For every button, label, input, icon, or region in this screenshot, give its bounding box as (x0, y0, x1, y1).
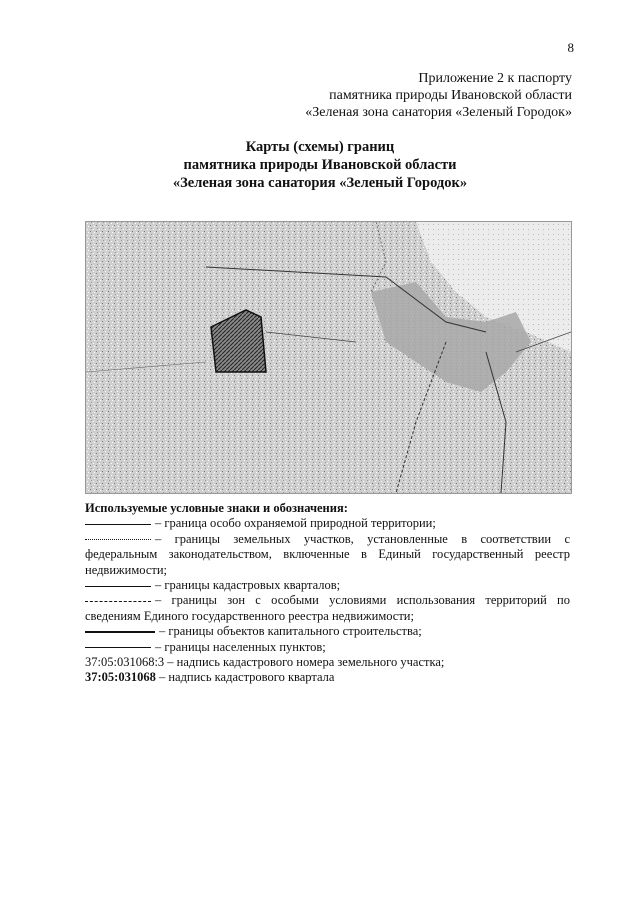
legend-item (85, 640, 570, 655)
legend-item-text: – границы земельных участков, установленные в соответствии с федеральным законодательством, включенные в Единый государственный реестр недвижимости; (85, 531, 570, 577)
appendix-note (305, 70, 572, 121)
boundary-map (85, 221, 572, 494)
land-plot-line-symbol (85, 539, 151, 540)
title-line-1: Карты (схемы) границ (245, 139, 395, 155)
legend (85, 501, 570, 686)
legend-item (85, 578, 570, 593)
title-line-3: «Зеленая зона санатория «Зеленый Городок» (172, 175, 468, 191)
legend-item (85, 670, 570, 685)
legend-item-text: – надпись кадастрового номера земельного участка; (164, 655, 445, 670)
legend-item-text: – границы зон с особыми условиями использования территорий по сведениям Единого государственного реестра недвижимости; (85, 593, 570, 623)
appendix-line-3: «Зеленая зона санатория «Зеленый Городок» (305, 105, 572, 120)
building-line-symbol (85, 631, 155, 633)
legend-item-text: – границы объектов капитального строительства; (159, 624, 422, 639)
document-title (0, 138, 640, 192)
special-zone-line-symbol (85, 601, 151, 602)
legend-item (85, 516, 570, 531)
cadastral-quarter-line-symbol (85, 586, 151, 587)
legend-item (85, 624, 570, 639)
legend-item-text: – надпись кадастрового квартала (155, 670, 335, 685)
legend-item-text: – границы кадастровых кварталов; (155, 578, 341, 593)
land-plot-number-label: 37:05:031068:3 (85, 655, 165, 670)
appendix-line-1: Приложение 2 к паспорту (418, 71, 572, 86)
title-line-2: памятника природы Ивановской области (183, 157, 457, 173)
legend-item-text: – границы населенных пунктов; (155, 639, 326, 654)
cadastral-quarter-label: 37:05:031068 (85, 670, 156, 685)
legend-item (85, 655, 570, 670)
legend-item-text: – граница особо охраняемой природной территории; (155, 516, 436, 531)
map-image (86, 222, 571, 493)
settlement-line-symbol (85, 647, 151, 648)
appendix-line-2: памятника природы Ивановской области (329, 88, 572, 103)
legend-item (85, 532, 570, 578)
legend-heading: Используемые условные знаки и обозначения: (85, 501, 348, 515)
boundary-line-symbol (85, 524, 151, 525)
legend-item (85, 593, 570, 624)
page-number: 8 (567, 40, 574, 55)
